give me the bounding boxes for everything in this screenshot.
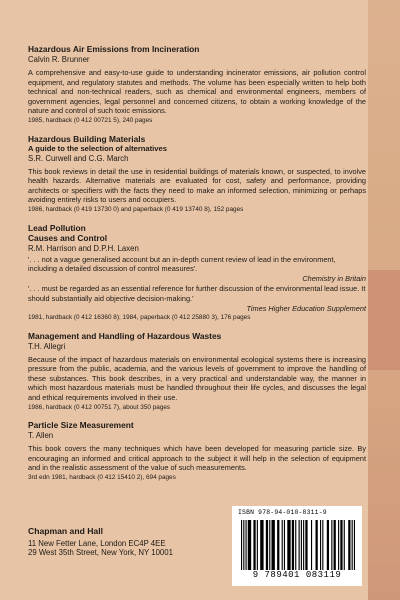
publisher-address-newyork: 29 West 35th Street, New York, NY 10001 (28, 548, 173, 558)
barcode-bar (257, 520, 258, 570)
barcode-bar (277, 520, 279, 570)
publisher-address-london: 11 New Fetter Lane, London EC4P 4EE (28, 538, 166, 548)
publisher-block (28, 527, 173, 558)
review-quote: '. . . must be regarded as an essential reference for further discussion of the environmental lead issue. It should substantially aid objective decision-making.' (28, 284, 366, 303)
barcode-digits: 9 789401 083119 (252, 570, 342, 580)
review-source: Chemistry in Britain (302, 273, 366, 283)
book-title: Management and Handling of Hazardous Wastes (28, 330, 222, 341)
review-source: Times Higher Education Supplement (246, 303, 366, 313)
barcode-bar (348, 520, 350, 570)
barcode-bar (331, 520, 332, 570)
spine-band (368, 270, 400, 370)
book-title: Hazardous Air Emissions from Incineration (28, 44, 200, 54)
book-pub-info: 1986, hardback (0 419 13730 0) and paperback (0 419 13740 8), 152 pages (28, 205, 244, 213)
book-pub-info: 1986, hardback (0 412 00751 7), about 350 pages (28, 403, 171, 411)
book-pub-info: 1981, hardback (0 412 16360 8); 1984, paperback (0 412 25880 3), 176 pages (28, 314, 251, 322)
book-author: R.M. Harrison and D.P.H. Laxen (28, 243, 139, 253)
barcode-bar (322, 520, 323, 570)
barcode-graphic (240, 520, 356, 570)
book-subtitle: A guide to the selection of alternatives (28, 143, 167, 153)
book-entry (28, 44, 366, 126)
book-author: T.H. Allegri (28, 341, 66, 351)
book-description: A comprehensive and easy-to-use guide to understanding incinerator emissions, air pollution control equipment, and regulatory statutes and methods. The volume has been especially written to help both technical and non-technical readers, such as chemical and environmental engineers, members of government agencies, legal personnel and concerned citizens, to obtain a working knowledge of the nature and control of such toxic emissions. (28, 68, 366, 116)
book-description: Because of the impact of hazardous materials on environmental ecological systems there is increasing pressure from the public, academia, and the various levels of government to improve the handling of these substances. This book describes, in a very practical and understandable way, the manner in which most hazardous materials must be handled throughout their life cycles, and discusses the legal and ethical requirements involved in their use. (28, 354, 366, 403)
book-title: Lead Pollution (28, 222, 86, 233)
book-entry (28, 420, 366, 482)
barcode-bar (269, 520, 270, 570)
book-entry (28, 331, 366, 413)
barcode-bar (248, 520, 251, 570)
barcode-bar (316, 520, 318, 570)
barcode-bar (295, 520, 296, 570)
barcode-bar (305, 520, 307, 570)
barcode-bar (266, 520, 268, 570)
barcode-bar (260, 520, 263, 570)
barcode-bar (338, 520, 339, 570)
barcode-bar (243, 520, 244, 570)
barcode-bar (287, 520, 290, 570)
barcode-bar (246, 520, 247, 570)
book-author: T. Allen (28, 431, 54, 441)
barcode-bar (241, 520, 242, 570)
barcode-bar (327, 520, 329, 570)
isbn-barcode-box (232, 506, 362, 586)
book-subtitle: Causes and Control (28, 232, 108, 243)
book-description: This book covers the many techniques which have been developed for measuring particle size. By encouraging an informed and critical approach to the subject it will help in the selection of equipment and in the realistic assessment of the value of such measurements. (28, 444, 366, 473)
book-description: This book reviews in detail the use in residential buildings of materials known, or suspected, to involve health hazards. Alternative materials are evaluated for cost, safety and performance, providing architects or specifiers with the facts they need to make an informed selection, minimizing or perhaps avoiding entirely risks to users and occupiers. (28, 166, 366, 205)
book-pub-info: 1985, hardback (0 412 00721 5), 240 pages (28, 116, 153, 124)
barcode-bar (340, 520, 342, 570)
review-quote: '. . . not a vague generalised account but an in-depth current review of lead in the environment, including a detailed discussion of control measures'. (28, 254, 336, 274)
book-pub-info: 3rd edn 1981, hardback (0 412 15410 2), 694 pages (28, 474, 176, 482)
barcode-bar (271, 520, 274, 570)
barcode-bar (320, 520, 321, 570)
isbn-label: ISBN 978-94-010-8311-9 (238, 509, 327, 516)
barcode-bar (354, 520, 355, 570)
book-author: S.R. Curwell and C.G. March (28, 153, 129, 163)
spine-edge-strip (368, 0, 400, 600)
book-list (28, 44, 366, 491)
barcode-bar (352, 520, 353, 570)
barcode-bar (282, 520, 283, 570)
barcode-bar (253, 520, 255, 570)
book-author: Calvin R. Brunner (28, 55, 90, 64)
barcode-bar (334, 520, 336, 570)
barcode-bar (299, 520, 300, 570)
book-entry (28, 134, 366, 215)
barcode-bar (301, 520, 302, 570)
barcode-bar (284, 520, 285, 570)
book-title: Hazardous Building Materials (28, 133, 146, 144)
barcode-bar (311, 520, 312, 570)
barcode-bar (303, 520, 304, 570)
publisher-name: Chapman and Hall (28, 526, 103, 536)
book-entry (28, 223, 366, 323)
book-title: Particle Size Measurement (28, 420, 134, 431)
barcode-bar (292, 520, 294, 570)
barcode-bar (344, 520, 345, 570)
